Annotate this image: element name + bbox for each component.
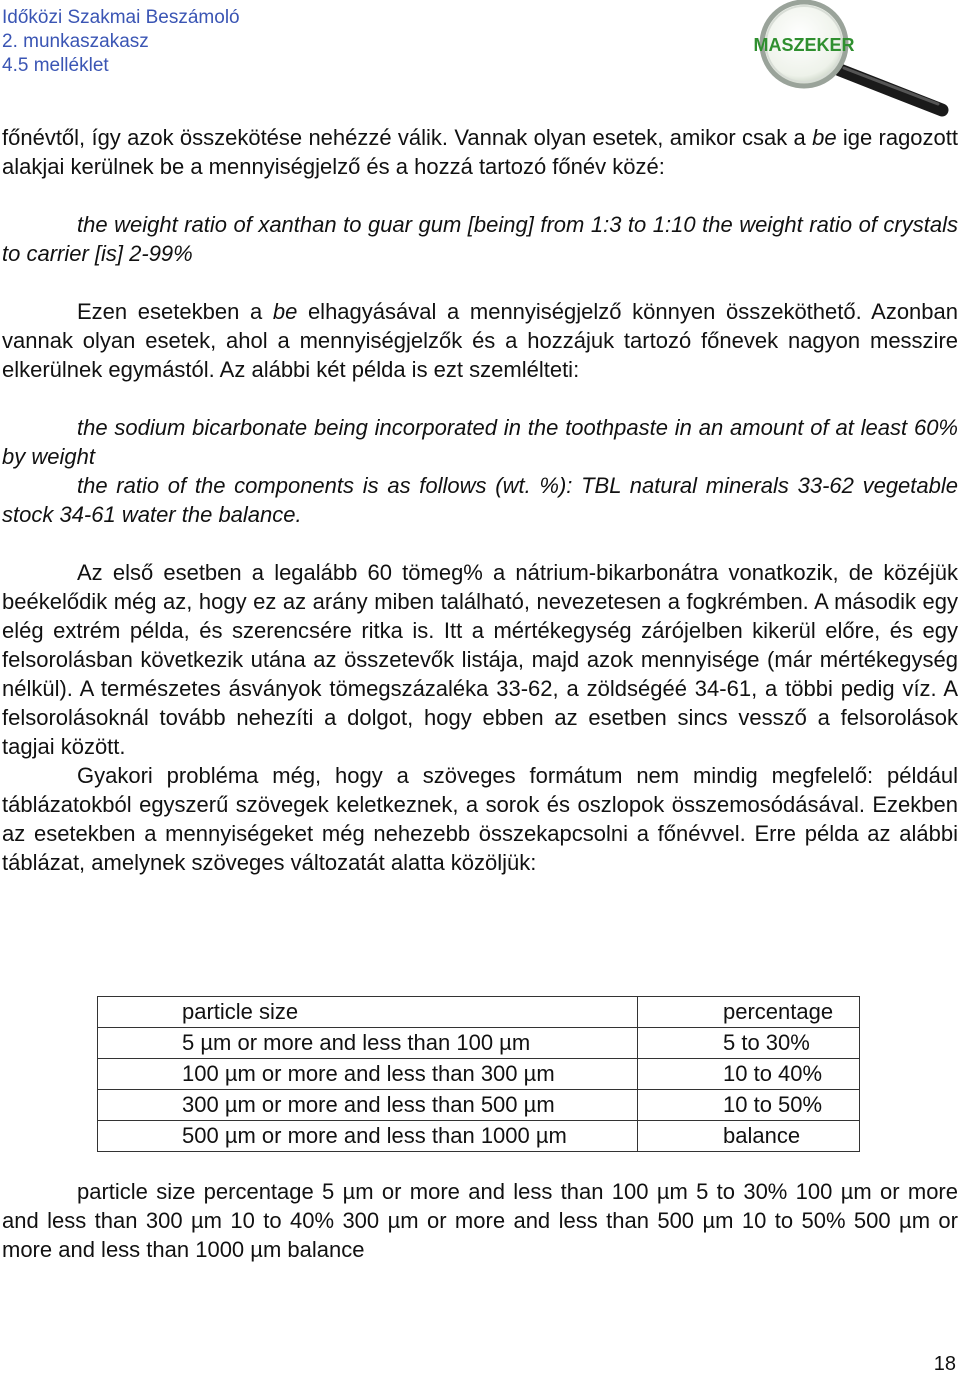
example-3: the ratio of the components is as follows (wt. %): TBL natural minerals 33-62 vegetable stock 34-61 water the balance. <box>2 473 958 527</box>
table-text-version: particle size percentage 5 µm or more and less than 100 µm 5 to 30% 100 µm or more and less than 300 µm 10 to 40% 300 µm or more and less than 500 µm 10 to 50% 500 µm or more and less than 1000 µm balance <box>2 1179 958 1262</box>
paragraph-2-text-b: elhagyásával a mennyiségjelző könnyen összeköthető. Azonban vannak olyan esetek, ahol a mennyiségjelzők és a hozzájuk tartozó főnevek nagyon messzire elkerülnek egymástól. Az alábbi két példa is ezt szemlélteti: <box>2 299 958 382</box>
table-row <box>98 1121 860 1152</box>
paragraph-3: Az első esetben a legalább 60 tömeg% a nátrium-bikarbonátra vonatkozik, de közéjük beékelődik még az, hogy ez az arány miben található, nevezetesen a fogkrémben. A második egy elég extrém példa, és szerencsére ritka is. Itt a mértékegység zárójelben kikerül előre, és egy felsorolásban következik utána az összetevők listája, majd azok mennyisége (már mértékegység nélkül). A természetes ásványok tömegszázaléka 33-62, a zöldségéé 34-61, a többi pedig víz. A felsorolásoknál tovább nehezíti a dolgot, hogy ebben az esetben sincs vessző a felsorolások tagjai között. <box>2 560 958 759</box>
paragraph-1-text-a: főnévtől, így azok összekötése nehézzé válik. Vannak olyan esetek, amikor csak a <box>2 125 813 150</box>
paragraph-2-be: be <box>272 299 298 324</box>
table-header-cell: particle size <box>98 997 638 1028</box>
table-cell: balance <box>638 1121 860 1152</box>
table-header-cell: percentage <box>638 997 860 1028</box>
example-2: the sodium bicarbonate being incorporated in the toothpaste in an amount of at least 60% by weight <box>2 415 958 469</box>
table-cell: 300 µm or more and less than 500 µm <box>98 1090 638 1121</box>
table-cell: 500 µm or more and less than 1000 µm <box>98 1121 638 1152</box>
document-header <box>2 6 240 78</box>
maszeker-logo <box>752 0 952 120</box>
example-1: the weight ratio of xanthan to guar gum [being] from 1:3 to 1:10 the weight ratio of crystals to carrier [is] 2-99% <box>2 212 958 266</box>
page-number: 18 <box>933 1353 956 1375</box>
header-title: Időközi Szakmai Beszámoló <box>2 7 240 28</box>
paragraph-4: Gyakori probléma még, hogy a szöveges formátum nem mindig megfelelő: például táblázatokból egyszerű szövegek keletkeznek, a sorok és oszlopok összemosódásával. Ezekben az esetekben a mennyiségeket még nehezebb összekapcsolni a főnévvel. Erre példa az alábbi táblázat, amelynek szöveges változatát alatta közöljük: <box>2 763 958 875</box>
table-cell: 10 to 40% <box>638 1059 860 1090</box>
table-header-row <box>98 997 860 1028</box>
header-phase: 2. munkaszakasz <box>2 31 149 52</box>
table-row <box>98 1090 860 1121</box>
paragraph-2-text-a: Ezen esetekben a <box>77 299 273 324</box>
paragraph-2 <box>2 297 958 384</box>
table-row <box>98 1028 860 1059</box>
logo-text: MASZEKER <box>753 35 855 55</box>
header-appendix: 4.5 melléklet <box>2 55 109 76</box>
particle-size-table <box>97 996 860 1152</box>
table-cell: 100 µm or more and less than 300 µm <box>98 1059 638 1090</box>
paragraph-1 <box>2 123 958 181</box>
paragraph-1-be: be <box>812 125 837 150</box>
table-row <box>98 1059 860 1090</box>
table-cell: 10 to 50% <box>638 1090 860 1121</box>
table-cell: 5 to 30% <box>638 1028 860 1059</box>
main-content <box>2 123 958 877</box>
paragraph-1-text-b: ige ragozott alakjai kerülnek be a mennyiségjelző és a hozzá tartozó főnév közé: <box>2 125 958 179</box>
table-cell: 5 µm or more and less than 100 µm <box>98 1028 638 1059</box>
